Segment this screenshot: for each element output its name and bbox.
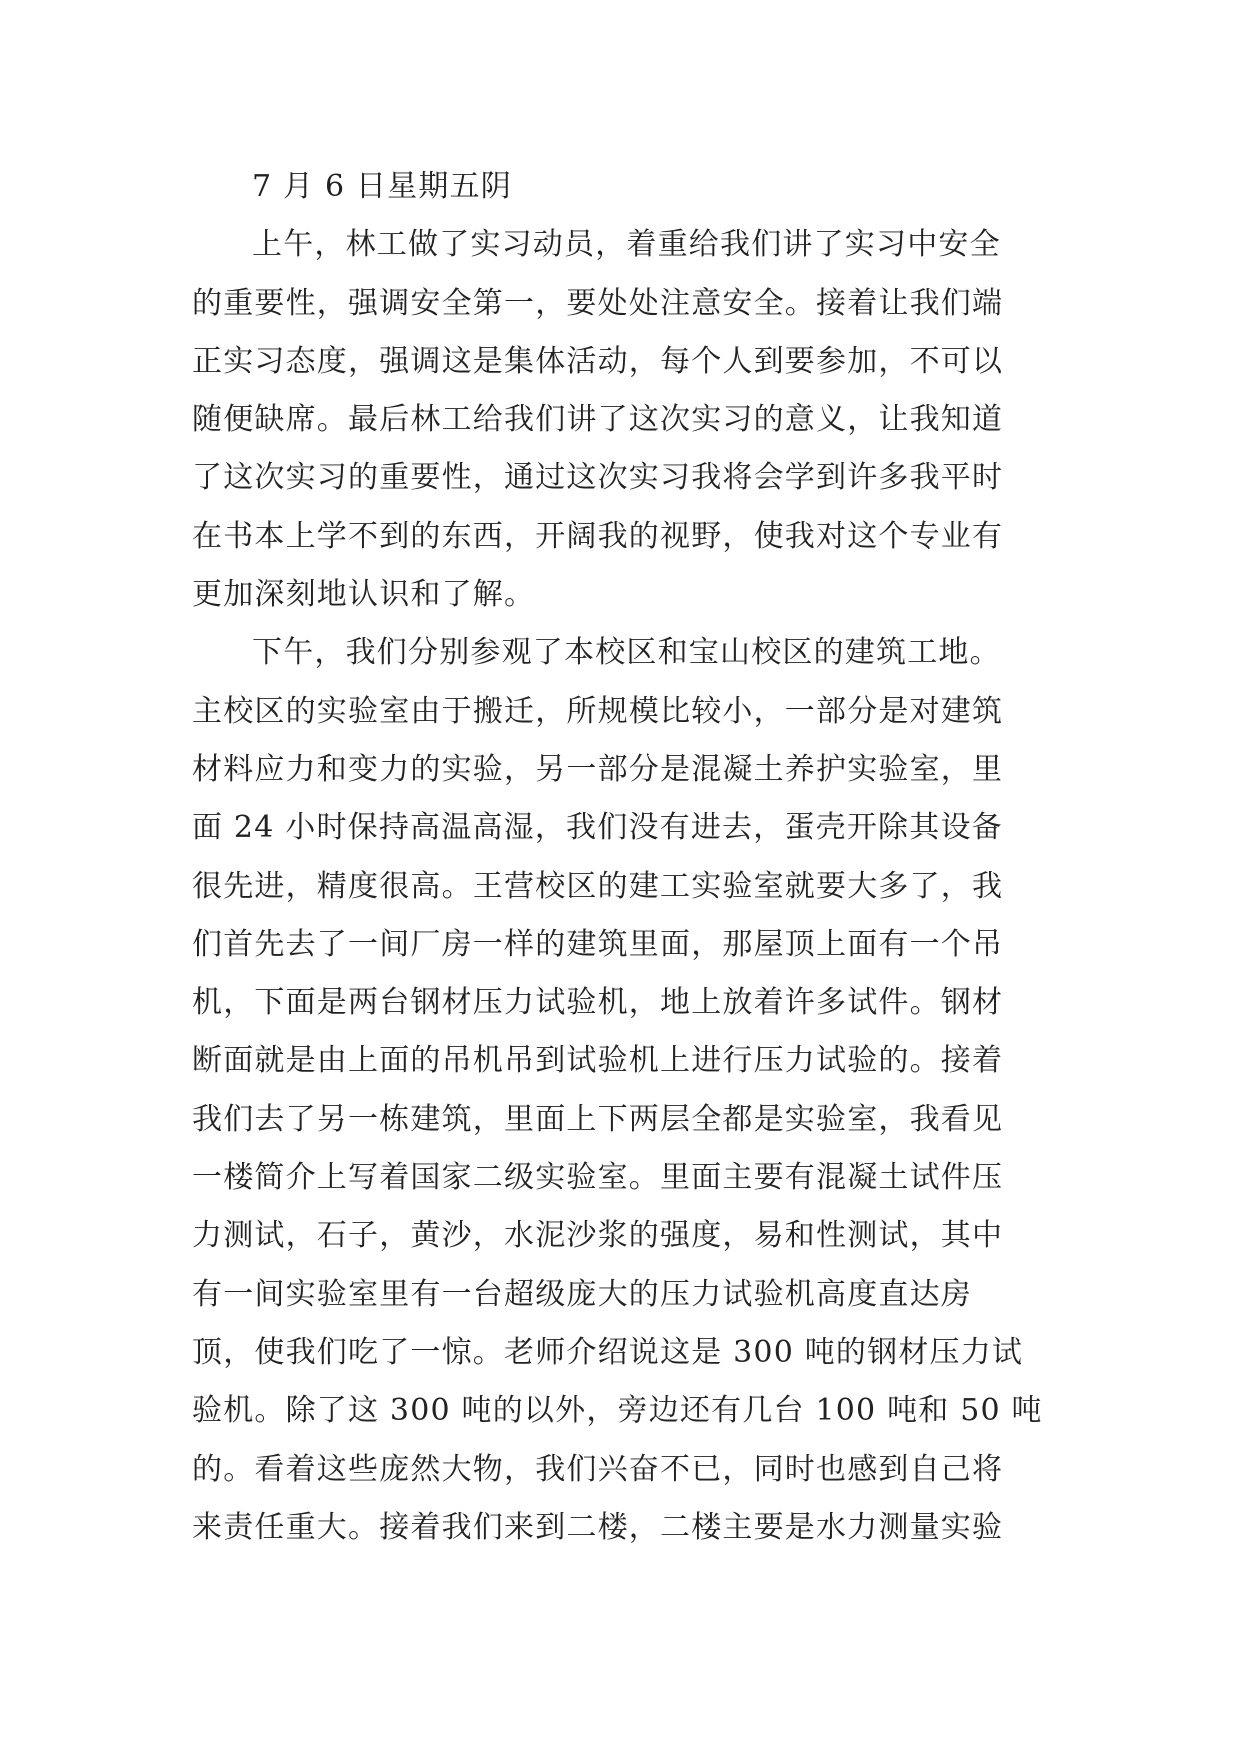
paragraph-line: 材料应力和变力的实验，另一部分是混凝土养护实验室，里 [192,751,1004,787]
paragraph-line: 机，下面是两台钢材压力试验机，地上放着许多试件。钢材 [192,985,1004,1021]
paragraph-line: 我们去了另一栋建筑，里面上下两层全都是实验室，我看见 [192,1101,1004,1137]
paragraph-line: 了这次实习的重要性，通过这次实习我将会学到许多我平时 [192,460,1004,496]
paragraph-line: 主校区的实验室由于搬迁，所规模比较小，一部分是对建筑 [192,693,1004,729]
paragraph-line: 上午，林工做了实习动员，着重给我们讲了实习中安全 [252,227,1001,263]
paragraph-line: 有一间实验室里有一台超级庞大的压力试验机高度直达房 [192,1276,972,1312]
paragraph-line: 力测试，石子，黄沙，水泥沙浆的强度，易和性测试，其中 [192,1218,1004,1254]
date-heading: 7 月 6 日星期五阴 [252,169,512,204]
paragraph-line: 在书本上学不到的东西，开阔我的视野，使我对这个专业有 [192,518,1004,554]
paragraph-line: 更加深刻地认识和了解。 [192,577,536,613]
paragraph-line: 下午，我们分别参观了本校区和宝山校区的建筑工地。 [252,635,1001,671]
paragraph-line: 们首先去了一间厂房一样的建筑里面，那屋顶上面有一个吊 [192,926,1004,962]
paragraph-line: 顶，使我们吃了一惊。老师介绍说这是 300 吨的钢材压力试 [192,1334,1024,1370]
paragraph-line: 正实习态度，强调这是集体活动，每个人到要参加，不可以 [192,343,1004,379]
paragraph-line: 随便缺席。最后林工给我们讲了这次实习的意义，让我知道 [192,402,1004,438]
paragraph-line: 面 24 小时保持高温高湿，我们没有进去，蛋壳开除其设备 [192,810,1003,846]
document-body [192,158,1072,1557]
paragraph-1 [192,216,1072,624]
paragraph-line: 的重要性，强调安全第一，要处处注意安全。接着让我们端 [192,285,1004,321]
paragraph-line: 的。看着这些庞然大物，我们兴奋不已，同时也感到自己将 [192,1451,1004,1487]
paragraph-line: 来责任重大。接着我们来到二楼，二楼主要是水力测量实验 [192,1509,1004,1545]
paragraph-line: 一楼简介上写着国家二级实验室。里面主要有混凝土试件压 [192,1160,1004,1196]
paragraph-line: 验机。除了这 300 吨的以外，旁边还有几台 100 吨和 50 吨 [192,1393,1043,1429]
paragraph-line: 断面就是由上面的吊机吊到试验机上进行压力试验的。接着 [192,1043,1004,1079]
paragraph-line: 很先进，精度很高。王营校区的建工实验室就要大多了，我 [192,868,1004,904]
paragraph-2 [192,624,1072,1557]
